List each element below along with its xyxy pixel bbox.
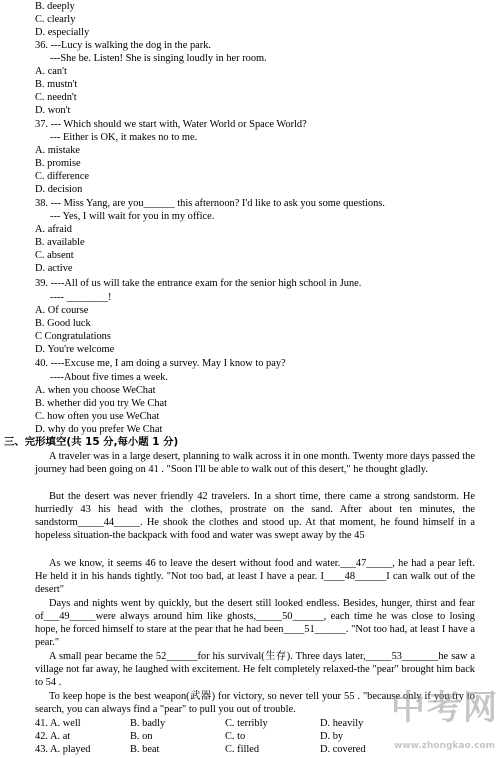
q36-option-c: C. needn't: [35, 92, 77, 103]
answer-42-a: 42. A. at: [35, 731, 71, 742]
q39-option-d: D. You're welcome: [35, 344, 115, 355]
q40-option-a: A. when you choose WeChat: [35, 385, 156, 396]
answer-42-c: C. to: [225, 731, 246, 742]
question-36: 36. ---Lucy is walking the dog in the park.: [35, 40, 212, 51]
q38-option-c: C. absent: [35, 250, 74, 261]
section-heading-cloze: 三、完形填空(共 15 分,每小题 1 分): [4, 436, 179, 448]
passage-paragraph-3: [35, 557, 475, 596]
answer-41-d: D. heavily: [320, 718, 364, 729]
q37-option-d: D. decision: [35, 184, 83, 195]
answer-41-a: 41. A. well: [35, 718, 81, 729]
passage-text-1: A traveler was in a large desert, planning to walk across it in one month. Twenty more days passed the journey had been going on 41 . "Soon I'll be able to walk out of this desert," he thought gladly.: [35, 451, 475, 476]
question-38-dialog: --- Yes, I will wait for you in my office.: [50, 211, 215, 222]
q38-option-a: A. afraid: [35, 224, 72, 235]
q39-option-a: A. Of course: [35, 305, 89, 316]
answer-43-a: 43. A. played: [35, 744, 91, 755]
q38-option-d: D. active: [35, 263, 73, 274]
question-40: 40. ----Excuse me, I am doing a survey. May I know to pay?: [35, 358, 286, 369]
q36-option-a: A. can't: [35, 66, 67, 77]
q37-option-a: A. mistake: [35, 145, 81, 156]
passage-text-5: A small pear became the 52______for his survival(生存). Three days later,_____53_______he saw a village not far away, he laughed with excitement. He felt completely relaxed-the "pear" brought him back to 54 .: [35, 651, 475, 689]
option-b-deeply: B. deeply: [35, 1, 75, 12]
passage-paragraph-1: [35, 450, 475, 476]
question-39-dialog: ---- ________!: [50, 292, 112, 303]
answer-41-b: B. badly: [130, 718, 166, 729]
q40-option-d: D. why do you prefer We Chat: [35, 424, 163, 435]
q37-option-c: C. difference: [35, 171, 90, 182]
answer-43-b: B. beat: [130, 744, 160, 755]
q40-option-b: B. whether did you try We Chat: [35, 398, 168, 409]
q36-option-b: B. mustn't: [35, 79, 78, 90]
passage-paragraph-5: [35, 650, 475, 689]
option-d-especially: D. especially: [35, 27, 90, 38]
q37-option-b: B. promise: [35, 158, 81, 169]
q40-option-c: C. how often you use WeChat: [35, 411, 160, 422]
watermark-url: www.zhongkao.com: [393, 741, 495, 751]
answer-42-d: D. by: [320, 731, 344, 742]
answer-42-b: B. on: [130, 731, 153, 742]
passage-text-6: To keep hope is the best weapon(武器) for victory, so never tell your 55 . "because only if you try to search, you can always find a "pear" to pull you out of trouble.: [35, 691, 475, 716]
question-37-dialog: --- Either is OK, it makes no to me.: [50, 132, 198, 143]
passage-text-3: As we know, it seems 46 to leave the desert without food and water.___47_____, he had a pear left. He held it in his hands tightly. "Not too bad, at least I have a pear. I____48______I can walk out of the desert": [35, 558, 475, 596]
question-40-dialog: ----About five times a week.: [50, 372, 169, 383]
option-c-clearly: C. clearly: [35, 14, 76, 25]
question-37: 37. --- Which should we start with, Water World or Space World?: [35, 119, 307, 130]
answer-43-c: C. filled: [225, 744, 260, 755]
answer-43-d: D. covered: [320, 744, 366, 755]
q39-option-b: B. Good luck: [35, 318, 91, 329]
watermark-logo: [329, 688, 499, 752]
question-38: 38. --- Miss Yang, are you______ this afternoon? I'd like to ask you some questions.: [35, 198, 385, 209]
passage-text-2: But the desert was never friendly 42 travelers. In a short time, there came a strong sandstorm. He hurriedly 43 his head with the clothes, prostrate on the sand. After about ten minutes, the sandstorm_____44_____. He shook the clothes and stood up. At that moment, he found himself in a hopeless situation-the backpack with food and water was swept away by the 45: [35, 491, 475, 542]
q38-option-b: B. available: [35, 237, 85, 248]
watermark-brand: 中考网: [391, 688, 499, 728]
answer-41-c: C. terribly: [225, 718, 268, 729]
q39-option-c: C Congratulations: [35, 331, 111, 342]
passage-text-4: Days and nights went by quickly, but the desert still looked endless. Besides, hunger, thirst and fear of___49_____were always around him like ghosts,_____50______, each time he was close to losing hope, he forced himself to stare at the pear that he had been____51______. "Not too had, at least I have a pear.": [35, 598, 475, 649]
question-39: 39. ----All of us will take the entrance exam for the senior high school in June.: [35, 278, 362, 289]
q36-option-d: D. won't: [35, 105, 71, 116]
question-36-dialog: ---She be. Listen! She is singing loudly in her room.: [50, 53, 267, 64]
passage-paragraph-2: [35, 490, 475, 542]
passage-paragraph-4: [35, 597, 475, 649]
